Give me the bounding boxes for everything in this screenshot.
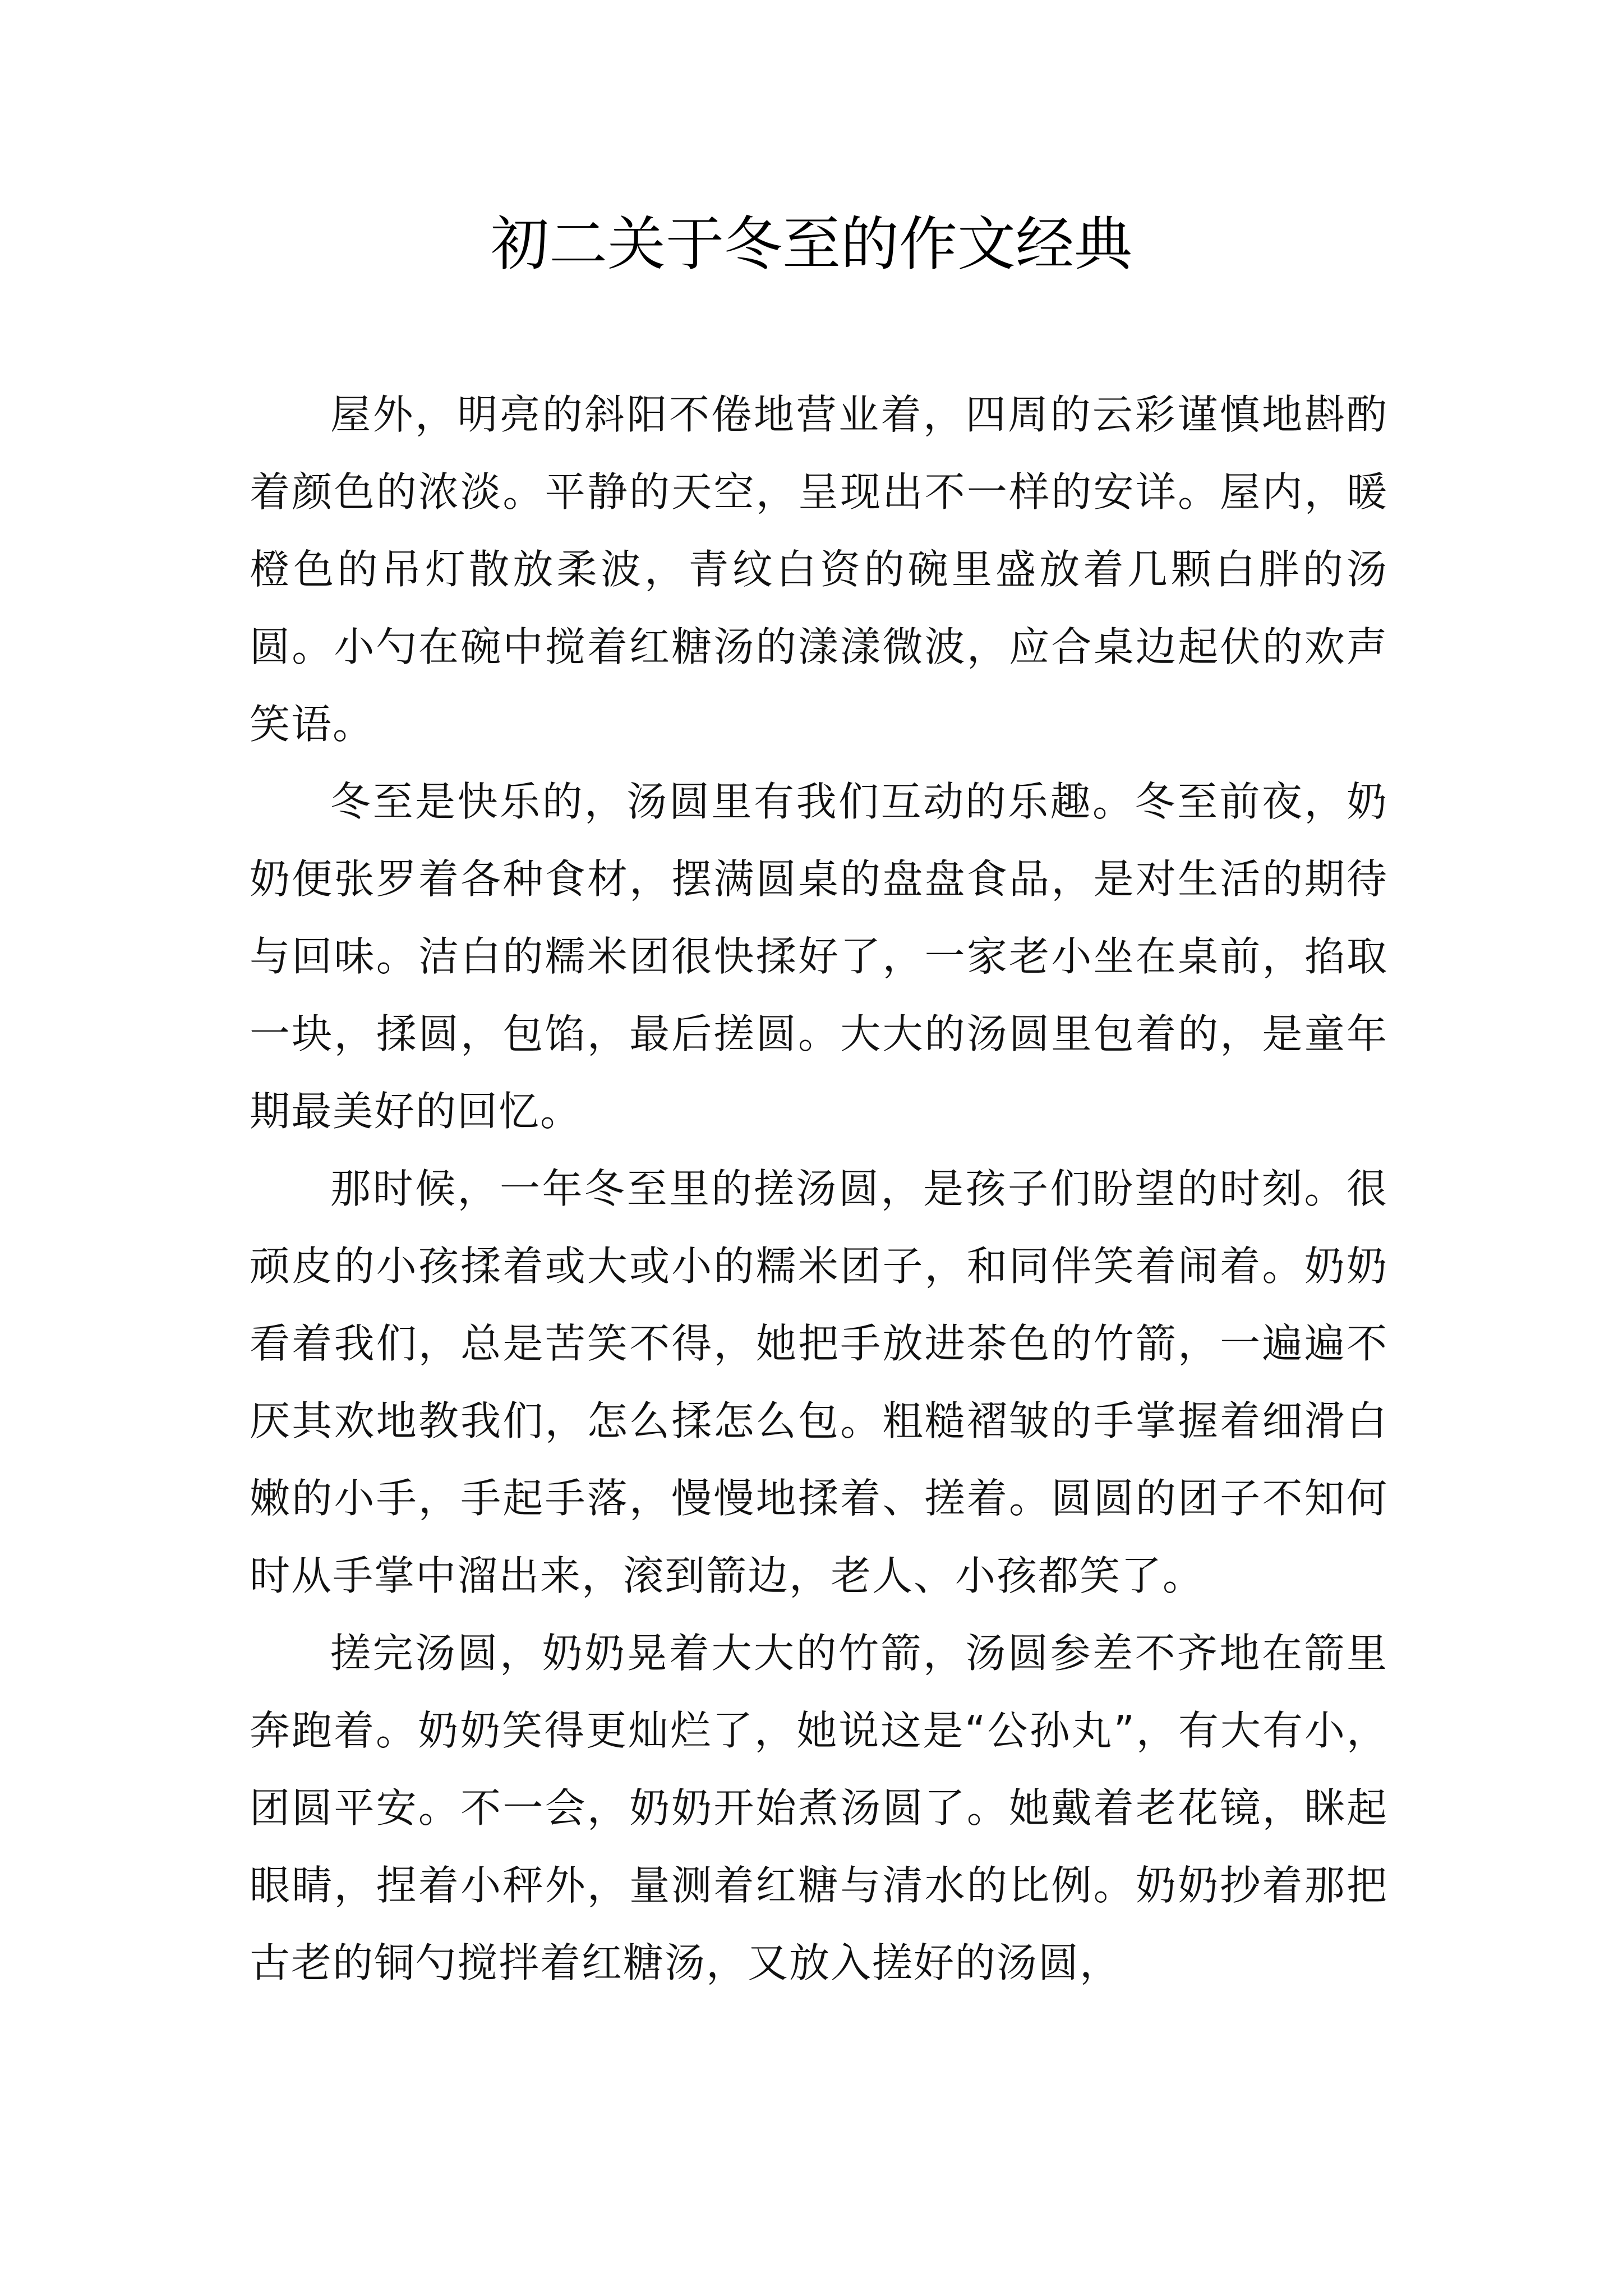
paragraph-2: 冬至是快乐的，汤圆里有我们互动的乐趣。冬至前夜，奶奶便张罗着各种食材，摆满圆桌的盘盘食品，是对生活的期待与回味。洁白的糯米团很快揉好了，一家老小坐在桌前，掐取一块，揉圆，包馅，最后搓圆。大大的汤圆里包着的，是童年期最美好的回忆。 — [250, 778, 1388, 1135]
paragraph-3: 那时候，一年冬至里的搓汤圆，是孩子们盼望的时刻。很顽皮的小孩揉着或大或小的糯米团子，和同伴笑着闹着。奶奶看着我们，总是苦笑不得，她把手放进茶色的竹箭，一遍遍不厌其欢地教我们，怎么揉怎么包。粗糙褶皱的手掌握着细滑白嫩的小手，手起手落，慢慢地揉着、搓着。圆圆的团子不知何时从手掌中溜出来，滚到箭边，老人、小孩都笑了。 — [250, 1165, 1388, 1599]
paragraph-1: 屋外，明亮的斜阳不倦地营业着，四周的云彩谨慎地斟酌着颜色的浓淡。平静的天空，呈现出不一样的安详。屋内，暖橙色的吊灯散放柔波，青纹白资的碗里盛放着几颗白胖的汤圆。小勺在碗中搅着红糖汤的漾漾微波，应合桌边起伏的欢声笑语。 — [250, 391, 1388, 748]
paragraph-4: 搓完汤圆，奶奶晃着大大的竹箭，汤圆参差不齐地在箭里奔跑着。奶奶笑得更灿烂了，她说这是“公孙丸”，有大有小，团圆平安。不一会，奶奶开始煮汤圆了。她戴着老花镜，眯起眼睛，捏着小秤外，量测着红糖与清水的比例。奶奶抄着那把古老的铜勺搅拌着红糖汤，又放入搓好的汤圆， — [250, 1630, 1388, 1986]
document-title: 初二关于冬至的作文经典 — [490, 210, 1132, 278]
document-body — [250, 376, 1388, 2001]
